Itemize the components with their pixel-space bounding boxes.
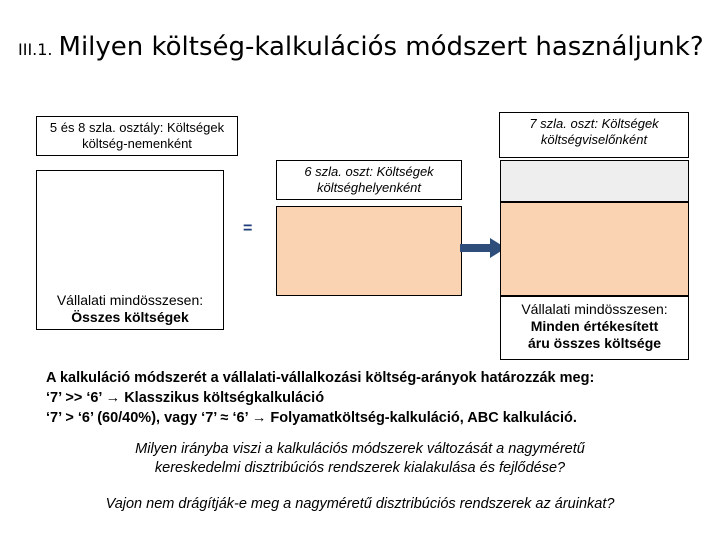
page-title — [18, 30, 718, 67]
goods-total-cost-line1: Vállalati mindösszesen: — [521, 301, 668, 317]
section-number: III.1. — [18, 40, 53, 59]
cost-by-type-header — [36, 116, 238, 156]
goods-total-cost-line3: áru összes költsége — [527, 335, 662, 351]
title-text: Milyen költség-kalkulációs módszert használjunk? — [58, 32, 704, 62]
explanation-line1: A kalkuláció módszerét a vállalati-vállalkozási költség-arányok határozzák meg: — [46, 370, 595, 386]
total-costs-label — [36, 292, 224, 326]
question-1-line1: Milyen irányba viszi a kalkulációs módszerek változását a nagyméretű — [135, 441, 585, 457]
question-1 — [40, 440, 680, 478]
cost-center-header-text: 6 szla. oszt: Költségek költséghelyenként — [304, 164, 434, 195]
cost-object-orange-box — [500, 202, 689, 296]
cost-center-box — [276, 206, 462, 296]
goods-total-cost-line2: Minden értékesített — [530, 318, 659, 334]
cost-object-gray-box — [500, 160, 689, 202]
total-costs-label-line1: Vállalati mindösszesen: — [56, 292, 204, 308]
cost-by-type-header-text: 5 és 8 szla. osztály: Költségek költség-nemenként — [49, 120, 225, 151]
method-explanation — [46, 368, 706, 428]
question-1-line2: kereskedelmi disztribúciós rendszerek kialakulása és fejlődése? — [154, 460, 566, 476]
cost-center-header — [276, 160, 462, 200]
explanation-line2: ‘7’ >> ‘6’ → Klasszikus költségkalkuláció — [46, 390, 325, 406]
question-2: Vajon nem drágítják-e meg a nagyméretű disztribúciós rendszerek az áruinkat? — [105, 496, 615, 512]
total-costs-label-line2: Összes költségek — [71, 309, 189, 325]
cost-object-header-text: 7 szla. oszt: Költségek költségviselőnként — [529, 116, 659, 147]
goods-total-cost-label — [500, 296, 689, 360]
equals-sign: = — [243, 220, 253, 237]
explanation-line3: ‘7’ > ‘6’ (60/40%), vagy ‘7’ ≈ ‘6’ → Folyamatköltség-kalkuláció, ABC kalkuláció. — [46, 410, 577, 426]
cost-object-header — [499, 112, 689, 158]
